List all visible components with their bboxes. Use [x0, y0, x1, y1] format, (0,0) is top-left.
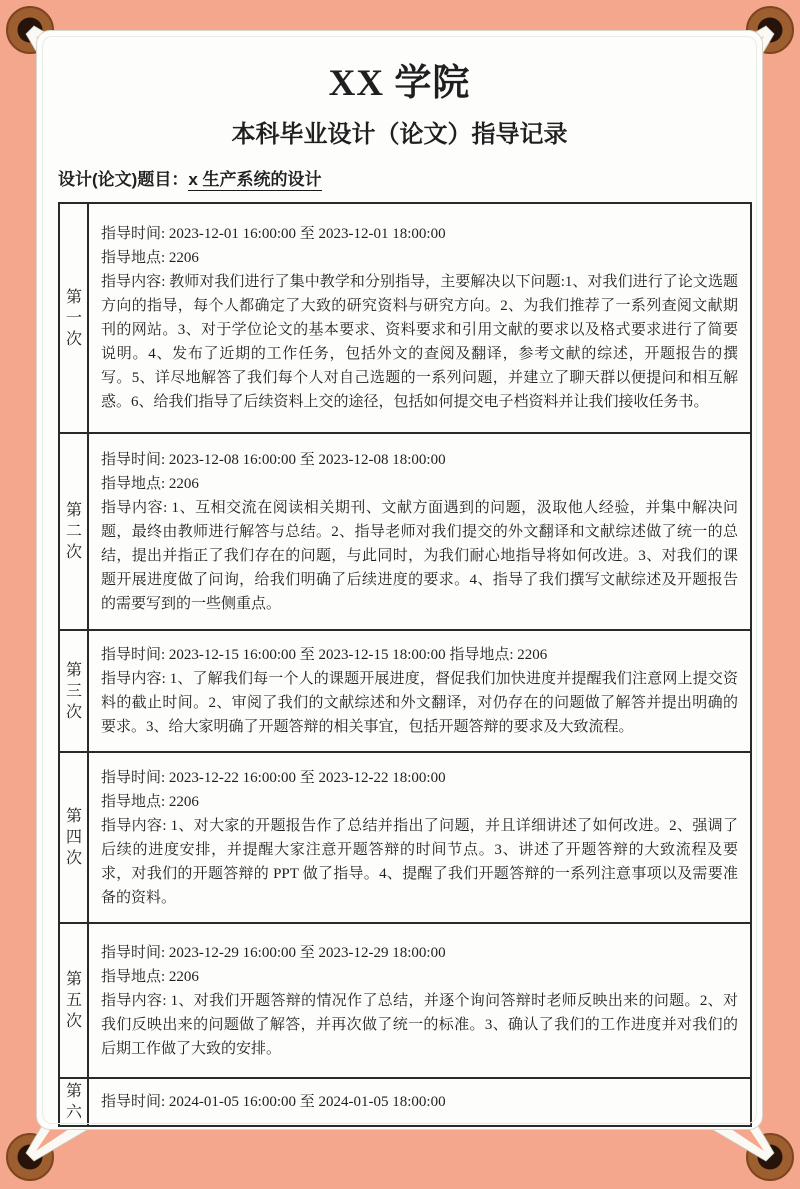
guidance-content: 指导内容: 教师对我们进行了集中教学和分别指导，主要解决以下问题:1、对我们进行了论文选题方向的指导，每个人都确定了大致的研究资料与研究方向。2、为我们推荐了一系列查阅文献期刊的网站。3、对于学位论文的基本要求、资料要求和引用文献的要求以及格式要求进行了简要说明。4、发布了近期的工作任务，包括外文的查阅及翻译，参考文献的综述，开题报告的撰写。5、详尽地解答了我们每个人对自己选题的一系列问题，并建立了聊天群以便提问和相互解惑。6、给我们指导了后续资料上交的途径，包括如何提交电子档资料并让我们接收任务书。 [101, 274, 738, 410]
session-content [88, 630, 751, 752]
document-title: 本科毕业设计（论文）指导记录 [231, 121, 568, 148]
guidance-time: 指导时间: 2023-12-22 16:00:00 至 2023-12-22 18:00:00 [101, 769, 446, 786]
session-content [88, 203, 751, 433]
guidance-content: 指导内容: 1、了解我们每一个人的课题开展进度，督促我们加快进度并提醒我们注意网上提交资料的截止时间。2、审阅了我们的文献综述和外文翻译，对仍存在的问题做了解答并提出明确的要求。3、给大家明确了开题答辩的相关事宜，包括开题答辩的要求及大致流程。 [101, 671, 738, 735]
session-row-6 [59, 1078, 751, 1126]
session-label: 第二次 [59, 433, 88, 630]
guidance-time: 指导时间: 2024-01-05 16:00:00 至 2024-01-05 18:00:00 [101, 1094, 446, 1110]
session-label: 第一次 [59, 203, 88, 433]
guidance-time: 指导时间: 2023-12-01 16:00:00 至 2023-12-01 18:00:00 [101, 226, 446, 242]
session-label: 第五次 [59, 923, 88, 1078]
guidance-time: 指导时间: 2023-12-08 16:00:00 至 2023-12-08 18:00:00 [101, 451, 446, 468]
guidance-content: 指导内容: 1、对我们开题答辩的情况作了总结，并逐个询问答辩时老师反映出来的问题。2、对我们反映出来的问题做了解答，并再次做了统一的标准。3、确认了我们的工作进度并对我们的后期工作做了大致的安排。 [101, 992, 738, 1057]
session-content [88, 923, 751, 1078]
session-label: 第三次 [59, 630, 88, 752]
guidance-time: 指导时间: 2023-12-29 16:00:00 至 2023-12-29 18:00:00 [101, 944, 446, 961]
guidance-place: 指导地点: 2206 [101, 793, 199, 810]
session-label: 第四次 [59, 752, 88, 923]
guidance-record-table [58, 202, 752, 1127]
guidance-time-place: 指导时间: 2023-12-15 16:00:00 至 2023-12-15 18:00:00 指导地点: 2206 [101, 647, 548, 663]
session-row-5 [59, 923, 751, 1078]
session-row-4 [59, 752, 751, 923]
session-label: 第六 [59, 1078, 88, 1126]
document-paper [36, 30, 763, 1130]
school-title: XX 学院 [328, 63, 471, 104]
session-content [88, 433, 751, 630]
session-row-1 [59, 203, 751, 433]
session-row-2 [59, 433, 751, 630]
guidance-place: 指导地点: 2206 [101, 475, 199, 492]
guidance-place: 指导地点: 2206 [101, 250, 199, 266]
session-row-3 [59, 630, 751, 752]
session-content [88, 752, 751, 923]
topic-value: x 生产系统的设计 [188, 170, 322, 189]
topic-line [58, 168, 762, 192]
session-content [88, 1078, 751, 1126]
guidance-content: 指导内容: 1、对大家的开题报告作了总结并指出了问题，并且详细讲述了如何改进。2、强调了后续的进度安排，并提醒大家注意开题答辩的时间节点。3、讲述了开题答辩的大致流程及要求，对我们的开题答辩的 PPT 做了指导。4、提醒了我们开题答辩的一系列注意事项以及需要准备的资料。 [101, 817, 738, 906]
guidance-place: 指导地点: 2206 [101, 968, 199, 985]
guidance-content: 指导内容: 1、互相交流在阅读相关期刊、文献方面遇到的问题，汲取他人经验，并集中解决问题，最终由教师进行解答与总结。2、指导老师对我们提交的外文翻译和文献综述做了统一的总结，提出并指正了我们存在的问题，与此同时，为我们耐心地指导将如何改进。3、对我们的课题开展进度做了问询，给我们明确了后续进度的要求。4、指导了我们撰写文献综述及开题报告的需要写到的一些侧重点。 [101, 499, 738, 612]
topic-label: 设计(论文)题目： [58, 170, 189, 189]
